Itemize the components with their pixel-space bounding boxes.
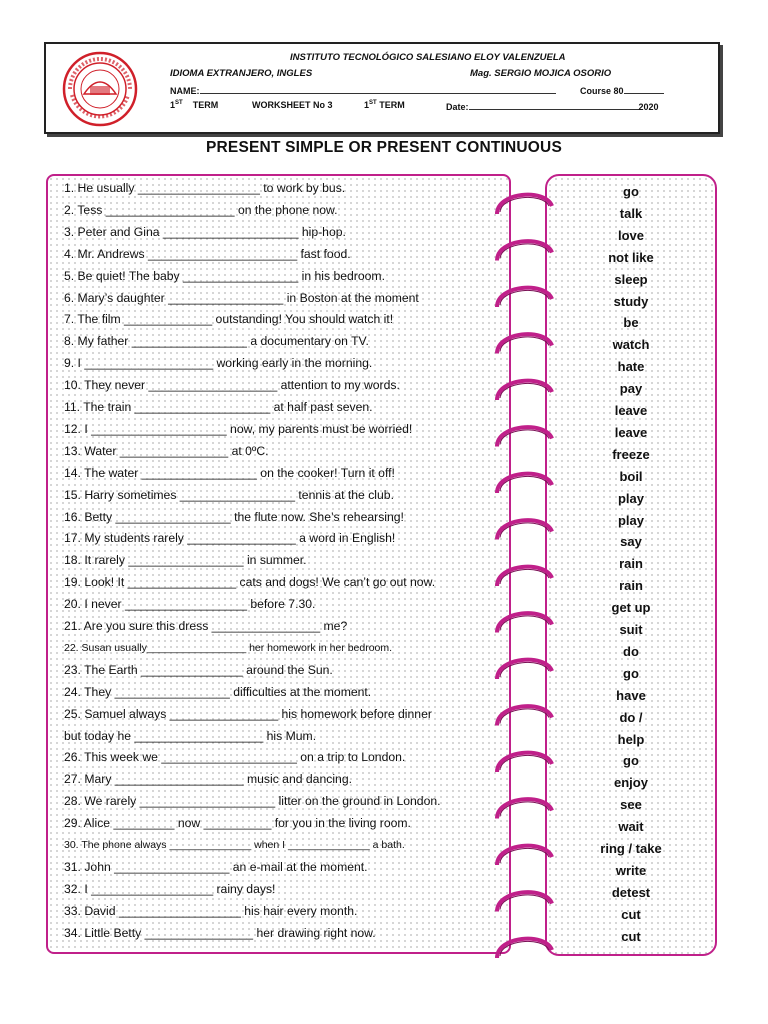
word-bank-item: detest — [611, 884, 651, 900]
exercise-sentence[interactable]: 26. This week we ____________________ on a trip to London. — [64, 750, 406, 765]
word-bank-item: rain — [619, 556, 643, 572]
word-bank-item: leave — [614, 424, 648, 440]
exercise-sentence[interactable]: 19. Look! It ________________ cats and dogs! We can’t go out now. — [64, 575, 436, 590]
exercise-sentence[interactable]: 20. I never __________________ before 7.30. — [64, 597, 316, 612]
exercise-sentence[interactable]: 15. Harry sometimes _________________ tennis at the club. — [64, 487, 394, 502]
exercise-sentence[interactable]: 10. They never ___________________ attention to my words. — [64, 378, 400, 393]
exercise-sentence[interactable]: 18. It rarely _________________ in summer. — [64, 553, 307, 568]
word-bank-item: study — [613, 293, 649, 309]
exercise-sentence[interactable]: 23. The Earth _______________ around the Sun. — [64, 662, 333, 677]
exercise-sentence[interactable]: 30. The phone always ______________ when I ______________ a bath. — [64, 839, 405, 851]
word-bank-item: freeze — [612, 446, 650, 462]
exercise-sentence[interactable]: 25. Samuel always ________________ his homework before dinner — [64, 706, 432, 721]
word-bank-item: say — [620, 534, 642, 550]
word-bank-item: play — [617, 512, 644, 528]
exercise-sentence[interactable]: 17. My students rarely ________________ a word in English! — [64, 531, 396, 546]
word-bank-item: cut — [621, 928, 641, 944]
word-bank-item: go — [623, 665, 639, 681]
exercise-sentence[interactable]: 24. They _________________ difficulties at the moment. — [64, 684, 372, 699]
exercise-sentence[interactable]: 11. The train ____________________ at half past seven. — [64, 400, 373, 414]
word-bank-item: talk — [619, 205, 643, 221]
word-bank-item: leave — [614, 403, 648, 418]
word-bank-item: love — [617, 227, 644, 243]
word-bank-item: help — [617, 731, 645, 747]
word-bank-item: cut — [621, 906, 641, 922]
word-bank-item: get up — [611, 600, 651, 616]
word-bank-item: be — [623, 315, 639, 331]
institute-name: INSTITUTO TECNOLÓGICO SALESIANO ELOY VALENZUELA — [290, 52, 566, 63]
word-bank-item: boil — [619, 468, 643, 484]
word-bank-item: have — [616, 687, 646, 703]
exercise-sentence[interactable]: 2. Tess ___________________ on the phone now. — [64, 202, 338, 217]
exercise-sentence[interactable]: 34. Little Betty ________________ her drawing right now. — [64, 925, 376, 940]
subject-name: IDIOMA EXTRANJERO, INGLES — [170, 68, 313, 79]
teacher-name: Mag. SERGIO MOJICA OSORIO — [470, 68, 612, 79]
word-bank-item: see — [620, 797, 642, 813]
word-bank-item: do — [623, 643, 639, 659]
name-label: NAME: — [170, 86, 200, 96]
exercise-sentence[interactable]: 21. Are you sure this dress ________________ me? — [64, 619, 348, 633]
word-bank-item: watch — [612, 337, 650, 353]
word-bank-item: ring / take — [600, 841, 662, 856]
exercise-sentence[interactable]: 16. Betty _________________ the flute now. She’s rehearsing! — [64, 509, 404, 524]
exercise-sentence[interactable]: 29. Alice _________ now __________ for you in the living room. — [64, 816, 411, 831]
exercise-sentence[interactable]: 1. He usually __________________ to work by bus. — [64, 181, 346, 195]
word-bank-item: pay — [619, 381, 643, 397]
exercise-sentence[interactable]: 5. Be quiet! The baby _________________ in his bedroom. — [64, 268, 385, 283]
word-bank-item: do / — [619, 709, 643, 725]
year: 2020 — [638, 102, 659, 112]
exercise-sentence[interactable]: 12. I ____________________ now, my parents must be worried! — [64, 421, 413, 436]
word-bank-item: not like — [608, 249, 654, 265]
exercise-sentence[interactable]: 6. Mary’s daughter _________________ in Boston at the moment — [64, 290, 419, 305]
exercise-sentence[interactable]: 28. We rarely ____________________ litter on the ground in London. — [64, 794, 441, 809]
exercise-sentence[interactable]: but today he ___________________ his Mum. — [64, 728, 317, 743]
word-bank-item: rain — [619, 578, 643, 594]
word-bank-item: hate — [617, 359, 645, 375]
exercise-sentence[interactable]: 8. My father _________________ a documentary on TV. — [64, 334, 369, 349]
exercise-sentence[interactable]: 14. The water _________________ on the cooker! Turn it off! — [64, 465, 395, 480]
word-bank-item: sleep — [614, 271, 648, 287]
worksheet-title: PRESENT SIMPLE OR PRESENT CONTINUOUS — [206, 139, 562, 156]
exercise-sentence[interactable]: 27. Mary ___________________ music and dancing. — [64, 772, 352, 787]
word-bank-item: suit — [619, 622, 643, 637]
exercise-sentence[interactable]: 4. Mr. Andrews ______________________ fast food. — [64, 246, 351, 261]
exercise-sentence[interactable]: 22. Susan usually_________________ her homework in her bedroom. — [64, 641, 393, 654]
word-bank-item: wait — [618, 819, 644, 835]
worksheet-number: WORKSHEET No 3 — [252, 100, 333, 110]
exercise-sentence[interactable]: 31. John _________________ an e-mail at the moment. — [64, 859, 368, 874]
course-label: Course 80 — [580, 86, 624, 96]
exercise-sentence[interactable]: 9. I ___________________ working early in the morning. — [64, 356, 373, 371]
word-bank-item: play — [617, 490, 644, 506]
exercise-sentence[interactable]: 13. Water ________________ at 0ºC. — [64, 443, 269, 458]
exercise-sentence[interactable]: 32. I __________________ rainy days! — [64, 881, 276, 896]
date-label: Date: — [446, 102, 469, 112]
term-label: 1ST TERM — [170, 100, 219, 110]
exercise-sentence[interactable]: 3. Peter and Gina ____________________ hip-hop. — [64, 224, 346, 239]
binding-rings — [497, 195, 552, 958]
word-bank-item: go — [623, 753, 639, 769]
word-bank-item: go — [623, 184, 639, 199]
word-bank-item: enjoy — [614, 775, 648, 791]
word-bank-item: write — [615, 862, 647, 878]
exercise-sentence[interactable]: 33. David __________________ his hair every month. — [64, 903, 358, 918]
exercise-sentence[interactable]: 7. The film _____________ outstanding! You should watch it! — [64, 312, 394, 327]
term2-label: 1ST TERM — [364, 100, 405, 110]
